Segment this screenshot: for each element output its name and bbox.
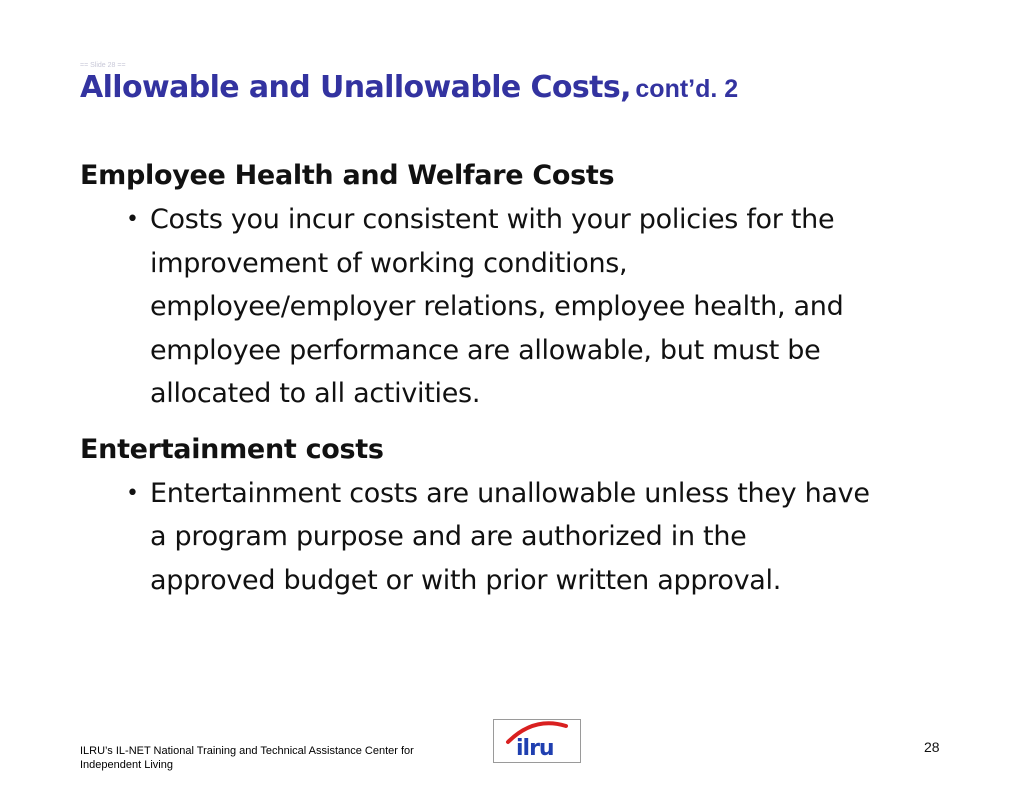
page-number: 28 xyxy=(924,739,940,755)
section-entertainment xyxy=(80,428,960,603)
title-sub: cont’d. 2 xyxy=(635,75,739,103)
bullet-line xyxy=(80,242,960,286)
bullet-icon: • xyxy=(126,480,139,506)
bullet-text: employee/employer relations, employee health, and xyxy=(150,291,844,322)
section-heading: Employee Health and Welfare Costs xyxy=(80,160,615,191)
section-heading: Entertainment costs xyxy=(80,433,384,465)
bullet-line xyxy=(80,559,960,603)
bullet-text: a program purpose and are authorized in the xyxy=(150,521,747,552)
footer-line-1: ILRU’s IL-NET National Training and Technical Assistance Center for xyxy=(80,745,414,757)
bullet-text: employee performance are allowable, but must be xyxy=(150,334,821,366)
title-main: Allowable and Unallowable Costs, xyxy=(80,70,631,105)
bullet-text: improvement of working conditions, xyxy=(150,247,628,279)
bullet-item xyxy=(80,472,960,603)
slide-tag: == Slide 28 == xyxy=(80,62,126,69)
bullet-text: approved budget or with prior written approval. xyxy=(150,564,782,596)
slide-title xyxy=(80,70,738,105)
bullet-icon: • xyxy=(126,207,139,232)
bullet-line xyxy=(80,329,960,373)
footer-text xyxy=(80,744,460,772)
bullet-text: Costs you incur consistent with your policies for the xyxy=(150,204,835,235)
bullet-text: allocated to all activities. xyxy=(150,378,481,409)
footer-line-2: Independent Living xyxy=(80,759,173,771)
ilru-logo-icon xyxy=(493,719,581,763)
bullet-line xyxy=(80,198,960,242)
svg-text:ilru: ilru xyxy=(516,736,554,761)
bullet-text: Entertainment costs are unallowable unless they have xyxy=(150,477,870,509)
section-employee-health xyxy=(80,154,960,416)
bullet-line xyxy=(80,285,960,329)
bullet-line xyxy=(80,472,960,516)
bullet-line xyxy=(80,372,960,416)
slide-body xyxy=(80,154,960,614)
bullet-line xyxy=(80,515,960,559)
bullet-item xyxy=(80,198,960,416)
